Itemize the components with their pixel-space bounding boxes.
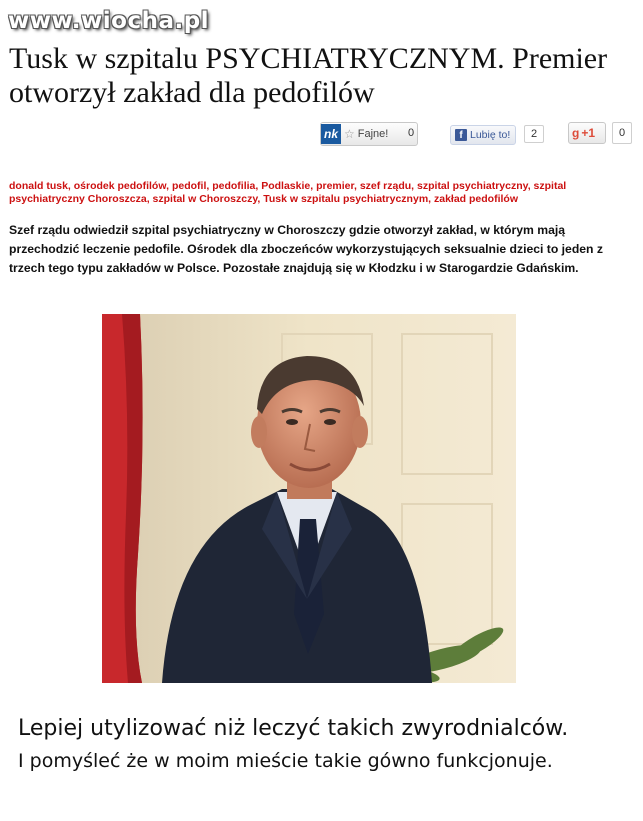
article-photo: [102, 314, 516, 683]
site-watermark: www.wiocha.pl: [8, 8, 210, 34]
gplus-label: +1: [581, 126, 596, 140]
facebook-icon: f: [455, 129, 467, 141]
article-title: Tusk w szpitalu PSYCHIATRYCZNYM. Premier otworzył zakład dla pedofilów: [9, 42, 608, 109]
nk-count: 0: [407, 127, 415, 139]
facebook-like-count: 2: [524, 125, 544, 143]
facebook-like-label: Lubię to!: [470, 129, 511, 141]
nk-label: Fajne!: [357, 128, 389, 140]
caption-line-1: Lepiej utylizować niż leczyć takich zwyrodnialców.: [18, 716, 569, 741]
star-icon: ☆: [344, 127, 355, 141]
gplus-one-button[interactable]: [568, 122, 606, 144]
portrait-illustration: [102, 314, 516, 683]
article-lead: Szef rządu odwiedził szpital psychiatryczny w Choroszczy gdzie otworzył zakład, w którym mają przechodzić leczenie pedofile. Ośrodek dla zboczeńców wykorzystujących seksualnie dzieci to jeden z trzech tego typu zakładów w Polsce. Pozostałe znajdują się w Kłodzku i w Starogardzie Gdańskim.: [9, 223, 603, 275]
caption-line-2: I pomyśleć że w moim mieście takie gówno funkcjonuje.: [18, 750, 553, 772]
facebook-like-button[interactable]: [450, 125, 516, 145]
gplus-count: 0: [612, 122, 632, 144]
article-tags[interactable]: donald tusk, ośrodek pedofilów, pedofil, pedofilia, Podlaskie, premier, szef rządu, szpital psychiatryczny, szpital psychiatryczny Choroszcza, szpital w Choroszczy, Tusk w szpitalu psychiatrycznym, zakład pedofilów: [9, 180, 567, 205]
nk-logo-icon: nk: [321, 124, 341, 144]
gplus-g-icon: g: [572, 126, 580, 140]
